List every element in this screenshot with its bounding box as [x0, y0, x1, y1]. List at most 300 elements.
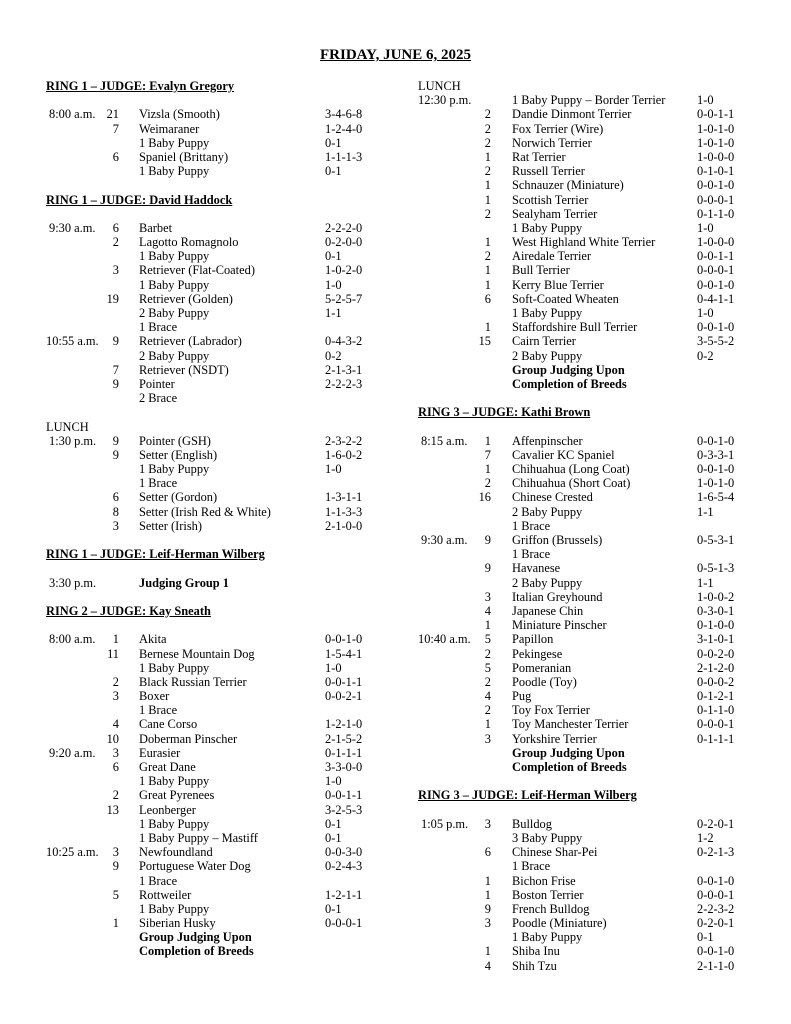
breed-name: 1 Baby Puppy	[139, 277, 210, 292]
entry-breakdown: 0-2	[325, 348, 342, 363]
entry-breakdown: 0-0-0-1	[325, 916, 363, 931]
entry-breakdown: 1-2	[697, 830, 714, 845]
schedule-row	[46, 916, 363, 931]
entry-count: 1	[484, 944, 491, 959]
breed-name: Bernese Mountain Dog	[139, 646, 255, 661]
breed-name: Griffon (Brussels)	[512, 533, 603, 547]
entry-breakdown: 0-0-0-1	[697, 192, 735, 207]
breed-name: Staffordshire Bull Terrier	[512, 320, 638, 335]
schedule-row	[418, 149, 735, 164]
schedule-row	[46, 717, 363, 732]
schedule-row	[46, 745, 363, 760]
entry-breakdown: 0-5-1-3	[697, 561, 735, 576]
breed-name: Poodle (Miniature)	[512, 916, 607, 931]
schedule-row	[418, 462, 735, 477]
schedule-row	[46, 802, 363, 817]
entry-count: 9	[112, 334, 119, 349]
time-cell: 1:30 p.m.	[49, 433, 97, 448]
breed-name: Norwich Terrier	[512, 135, 592, 150]
schedule-row	[418, 192, 735, 207]
schedule-row	[418, 348, 714, 363]
schedule-row	[46, 107, 363, 122]
breed-name: Retriever (Labrador)	[139, 334, 242, 349]
entry-count: 1	[484, 192, 491, 207]
entry-breakdown: 2-1-5-2	[325, 731, 363, 746]
entry-breakdown: 1-0-2-0	[325, 263, 363, 278]
breed-name: Setter (English)	[139, 447, 218, 462]
breed-name: Chihuahua (Short Coat)	[512, 476, 631, 491]
entry-breakdown: 1-0	[697, 306, 714, 320]
breed-name: Italian Greyhound	[512, 589, 603, 604]
schedule-row	[46, 235, 363, 250]
breed-name: Portuguese Water Dog	[139, 859, 251, 874]
entry-count: 7	[112, 121, 119, 136]
entry-count: 7	[484, 447, 491, 462]
entry-breakdown: 1-6-5-4	[697, 490, 735, 505]
ring-judge-heading: RING 2 – JUDGE: Kay Sneath	[46, 603, 211, 618]
entry-breakdown: 0-1-1-0	[697, 206, 735, 221]
entry-breakdown: 0-0-1-0	[697, 277, 735, 292]
entry-count: 2	[484, 646, 491, 661]
schedule-row	[46, 901, 342, 916]
ring-judge-heading: RING 1 – JUDGE: Evalyn Gregory	[46, 79, 235, 93]
entry-breakdown: 1-5-4-1	[325, 646, 363, 661]
entry-count: 2	[484, 107, 491, 122]
entry-breakdown: 2-1-3-1	[325, 362, 363, 377]
entry-count: 5	[484, 632, 491, 647]
entry-breakdown: 1-0-1-0	[697, 121, 735, 136]
entry-breakdown: 2-2-2-0	[325, 220, 363, 235]
entry-count: 3	[112, 518, 119, 533]
breed-name: 1 Baby Puppy	[139, 462, 210, 477]
breed-name: Setter (Irish Red & White)	[139, 504, 271, 519]
ring-judge-heading: RING 1 – JUDGE: David Haddock	[46, 192, 233, 207]
breed-name: Dandie Dinmont Terrier	[512, 107, 632, 122]
schedule-row	[46, 277, 342, 292]
entry-breakdown: 0-4-3-2	[325, 334, 363, 349]
entry-breakdown: 0-0-3-0	[325, 845, 363, 860]
entry-breakdown: 0-1	[325, 164, 342, 179]
schedule-row	[46, 887, 363, 902]
breed-name: Japanese Chin	[512, 603, 584, 618]
entry-breakdown: 0-1	[325, 901, 342, 916]
schedule-row	[418, 178, 735, 193]
entry-breakdown: 1-0-1-0	[697, 135, 735, 150]
entry-count: 2	[484, 206, 491, 221]
schedule-row	[46, 788, 363, 803]
breed-name: 1 Brace	[139, 873, 178, 888]
breed-name: Bulldog	[512, 816, 552, 831]
schedule-row	[418, 533, 735, 547]
breed-name: Sealyham Terrier	[512, 206, 598, 221]
spacer	[46, 618, 265, 632]
breed-name: Eurasier	[139, 745, 181, 760]
schedule-row	[418, 277, 735, 292]
breed-name: Completion of Breeds	[512, 376, 627, 391]
schedule-row	[418, 632, 735, 647]
entry-count: 2	[484, 249, 491, 264]
schedule-row	[418, 93, 714, 108]
entry-breakdown: 1-1	[325, 306, 342, 320]
schedule-row	[46, 263, 363, 278]
breed-name: Yorkshire Terrier	[512, 731, 597, 746]
breed-name: Lagotto Romagnolo	[139, 235, 239, 250]
schedule-row	[46, 447, 363, 462]
entry-count: 9	[484, 561, 491, 576]
entry-breakdown: 0-1-0-1	[697, 164, 735, 179]
breed-name: Completion of Breeds	[512, 760, 627, 774]
schedule-row	[418, 603, 735, 618]
schedule-row	[46, 760, 363, 774]
entry-count: 15	[478, 334, 491, 349]
entry-count: 1	[484, 462, 491, 477]
schedule-row	[418, 433, 735, 448]
spacer	[418, 391, 637, 405]
entry-count: 9	[484, 533, 491, 547]
entry-breakdown: 0-0-1-0	[697, 433, 735, 448]
breed-name: Shih Tzu	[512, 958, 557, 973]
breed-name: Akita	[139, 632, 167, 647]
entry-count: 3	[484, 731, 491, 746]
entry-breakdown: 0-1-2-1	[697, 689, 735, 704]
breed-name: 1 Baby Puppy	[139, 135, 210, 150]
breed-name: Chihuahua (Long Coat)	[512, 462, 630, 477]
breed-name: Great Dane	[139, 760, 196, 774]
breed-name: Soft-Coated Wheaten	[512, 291, 619, 306]
breed-name: Pug	[512, 689, 532, 704]
entry-breakdown: 1-0	[325, 462, 342, 477]
time-cell: 10:55 a.m.	[46, 334, 99, 349]
entry-breakdown: 0-4-1-1	[697, 291, 735, 306]
entry-count: 2	[112, 788, 119, 803]
breed-name: 1 Brace	[512, 518, 551, 533]
spacer	[46, 405, 265, 419]
entry-count: 1	[484, 320, 491, 335]
schedule-row	[418, 547, 637, 561]
schedule-row	[418, 334, 735, 349]
breed-name: 2 Baby Puppy	[512, 504, 583, 519]
entry-breakdown: 2-2-2-3	[325, 376, 363, 391]
schedule-row	[418, 206, 735, 221]
entry-count: 3	[112, 263, 119, 278]
breed-name: Weimaraner	[139, 121, 200, 136]
entry-count: 6	[112, 149, 119, 164]
schedule-row	[418, 660, 735, 675]
schedule-row	[418, 263, 735, 278]
entry-breakdown: 0-2-1-3	[697, 845, 735, 860]
schedule-row	[46, 859, 363, 874]
schedule-row	[46, 944, 265, 958]
schedule-row	[46, 362, 363, 377]
entry-breakdown: 0-0-1-0	[697, 944, 735, 959]
breed-name: Doberman Pinscher	[139, 731, 238, 746]
entry-breakdown: 1-0-0-2	[697, 589, 735, 604]
spacer	[418, 420, 637, 434]
entry-count: 9	[112, 447, 119, 462]
entry-breakdown: 3-1-0-1	[697, 632, 735, 647]
schedule-row	[418, 746, 637, 760]
right-column	[418, 79, 735, 973]
schedule-row	[418, 703, 735, 718]
breed-name: Judging Group 1	[139, 575, 229, 590]
schedule-row	[418, 731, 735, 746]
entry-breakdown: 0-0-0-1	[697, 717, 735, 732]
entry-count: 3	[484, 916, 491, 931]
entry-count: 1	[484, 149, 491, 164]
breed-name: 1 Baby Puppy	[139, 774, 210, 789]
entry-breakdown: 0-0-1-0	[325, 632, 363, 647]
breed-name: Airedale Terrier	[512, 249, 592, 264]
entry-count: 2	[484, 476, 491, 491]
entry-breakdown: 0-0-1-0	[697, 462, 735, 477]
breed-name: 1 Baby Puppy	[139, 164, 210, 179]
entry-breakdown: 5-2-5-7	[325, 291, 363, 306]
time-cell: 8:00 a.m.	[49, 632, 96, 647]
schedule-row	[46, 689, 363, 704]
schedule-row	[418, 816, 735, 831]
entry-count: 4	[484, 958, 491, 973]
spacer	[46, 93, 265, 107]
breed-name: Havanese	[512, 561, 561, 576]
breed-name: Scottish Terrier	[512, 192, 589, 207]
breed-name: Setter (Gordon)	[139, 490, 218, 505]
schedule-row	[46, 306, 342, 320]
schedule-row	[418, 830, 714, 845]
entry-breakdown: 1-1-3-3	[325, 504, 363, 519]
schedule-row	[46, 164, 342, 179]
breed-name: Bichon Frise	[512, 873, 576, 888]
schedule-row	[418, 164, 735, 179]
entry-count: 9	[112, 433, 119, 448]
breed-name: Cavalier KC Spaniel	[512, 447, 615, 462]
breed-name: Great Pyrenees	[139, 788, 215, 803]
spacer	[46, 561, 265, 575]
breed-name: 2 Brace	[139, 391, 178, 406]
entry-breakdown: 0-5-3-1	[697, 533, 735, 547]
entry-count: 6	[112, 760, 119, 774]
schedule-row	[46, 874, 265, 888]
entry-breakdown: 1-1-1-3	[325, 149, 363, 164]
schedule-row	[46, 845, 363, 860]
breed-name: Chinese Crested	[512, 490, 593, 505]
entry-count: 1	[484, 887, 491, 902]
schedule-row	[46, 291, 363, 306]
entry-breakdown: 0-2-0-0	[325, 235, 363, 250]
schedule-row	[46, 490, 363, 505]
entry-breakdown: 0-0-1-0	[697, 873, 735, 888]
entry-breakdown: 0-1-1-0	[697, 703, 735, 718]
entry-breakdown: 0-3-0-1	[697, 603, 735, 618]
breed-name: Rat Terrier	[512, 149, 566, 164]
schedule-row	[46, 433, 363, 448]
breed-name: Group Judging Upon	[139, 930, 252, 945]
entry-count: 19	[106, 291, 119, 306]
lunch-label: LUNCH	[418, 79, 461, 93]
breed-name: French Bulldog	[512, 901, 590, 916]
entry-count: 2	[112, 674, 119, 689]
breed-name: Retriever (Flat-Coated)	[139, 263, 255, 278]
breed-name: Chinese Shar-Pei	[512, 845, 598, 860]
breed-name: Shiba Inu	[512, 944, 560, 959]
schedule-row	[418, 760, 637, 774]
breed-name: 1 Baby Puppy	[139, 249, 210, 264]
breed-name: Pointer	[139, 376, 175, 391]
entry-breakdown: 1-0	[697, 93, 714, 108]
spacer	[46, 207, 265, 221]
schedule-row	[46, 576, 265, 590]
breed-name: 2 Baby Puppy	[512, 575, 583, 590]
schedule-row	[46, 774, 342, 789]
entry-count: 3	[112, 745, 119, 760]
spacer	[418, 803, 637, 817]
breed-name: 1 Baby Puppy – Mastiff	[139, 830, 258, 845]
breed-name: 1 Baby Puppy	[139, 660, 210, 675]
entry-count: 5	[112, 887, 119, 902]
entry-breakdown: 2-3-2-2	[325, 433, 363, 448]
entry-count: 3	[112, 689, 119, 704]
entry-breakdown: 2-1-2-0	[697, 660, 735, 675]
entry-count: 4	[484, 689, 491, 704]
entry-count: 4	[484, 603, 491, 618]
schedule-row	[418, 859, 637, 873]
breed-name: Miniature Pinscher	[512, 618, 607, 633]
schedule-row	[46, 334, 363, 349]
spacer	[418, 774, 637, 788]
entry-breakdown: 0-0-1-1	[697, 249, 735, 264]
ring-judge-heading: RING 3 – JUDGE: Kathi Brown	[418, 405, 591, 420]
entry-breakdown: 0-2-0-1	[697, 916, 735, 931]
breed-name: Fox Terrier (Wire)	[512, 121, 604, 136]
schedule-row	[46, 476, 265, 490]
schedule-row	[418, 235, 735, 250]
schedule-row	[418, 291, 735, 306]
schedule-row	[46, 391, 265, 405]
schedule-row	[418, 476, 735, 491]
entry-count: 2	[112, 235, 119, 250]
entry-breakdown: 0-1-0-0	[697, 618, 735, 633]
breed-name: Retriever (Golden)	[139, 291, 233, 306]
time-cell: 9:30 a.m.	[421, 533, 468, 547]
entry-breakdown: 2-1-1-0	[697, 958, 735, 973]
breed-name: Leonberger	[139, 802, 196, 817]
entry-breakdown: 0-1	[325, 830, 342, 845]
entry-count: 21	[106, 107, 119, 122]
schedule-row	[46, 121, 363, 136]
schedule-row	[46, 249, 342, 264]
schedule-row	[418, 575, 714, 590]
breed-name: Boston Terrier	[512, 887, 584, 902]
breed-name: Poodle (Toy)	[512, 674, 577, 689]
schedule-row	[46, 348, 342, 363]
entry-breakdown: 0-1	[697, 930, 714, 945]
schedule-row	[418, 220, 714, 235]
time-cell: 9:20 a.m.	[49, 745, 96, 760]
entry-breakdown: 1-0	[325, 774, 342, 789]
breed-name: Boxer	[139, 689, 170, 704]
schedule-row	[418, 944, 735, 959]
schedule-row	[46, 504, 363, 519]
breed-name: Completion of Breeds	[139, 944, 254, 959]
entry-breakdown: 0-0-0-1	[697, 263, 735, 278]
schedule-row	[418, 377, 637, 391]
entry-breakdown: 1-0-0-0	[697, 149, 735, 164]
schedule-row	[418, 320, 735, 335]
breed-name: Newfoundland	[139, 845, 213, 860]
schedule-row	[418, 873, 735, 888]
time-cell: 10:40 a.m.	[418, 632, 471, 647]
schedule-row	[418, 618, 735, 633]
entry-breakdown: 1-0	[325, 277, 342, 292]
entry-breakdown: 1-0-1-0	[697, 476, 735, 491]
schedule-row	[418, 887, 735, 902]
time-cell: 12:30 p.m.	[418, 93, 472, 108]
schedule-row	[418, 249, 735, 264]
schedule-row	[46, 376, 363, 391]
entry-breakdown: 0-2-4-3	[325, 859, 363, 874]
entry-breakdown: 0-0-1-1	[697, 107, 735, 122]
schedule-row	[46, 320, 265, 334]
breed-name: 1 Brace	[139, 703, 178, 718]
schedule-row	[418, 674, 735, 689]
schedule-row	[418, 504, 714, 519]
entry-count: 4	[112, 717, 119, 732]
breed-name: 2 Baby Puppy	[139, 348, 210, 363]
breed-name: 1 Brace	[512, 859, 551, 874]
schedule-row	[418, 646, 735, 661]
breed-name: Retriever (NSDT)	[139, 362, 229, 377]
entry-breakdown: 1-1	[697, 504, 714, 519]
breed-name: Kerry Blue Terrier	[512, 277, 604, 292]
time-cell: 9:30 a.m.	[49, 220, 96, 235]
breed-name: Spaniel (Brittany)	[139, 149, 229, 164]
schedule-row	[46, 731, 363, 746]
breed-name: Setter (Irish)	[139, 518, 202, 533]
entry-count: 3	[484, 589, 491, 604]
entry-breakdown: 3-4-6-8	[325, 107, 363, 122]
schedule-row	[46, 816, 342, 831]
schedule-row	[46, 518, 363, 533]
breed-name: Papillon	[512, 632, 554, 647]
breed-name: Pomeranian	[512, 660, 572, 675]
entry-count: 2	[484, 164, 491, 179]
entry-breakdown: 1-6-0-2	[325, 447, 363, 462]
entry-breakdown: 0-1	[325, 816, 342, 831]
schedule-row	[418, 717, 735, 732]
breed-name: Siberian Husky	[139, 916, 216, 931]
breed-name: West Highland White Terrier	[512, 235, 656, 250]
entry-count: 16	[478, 490, 491, 505]
entry-count: 9	[112, 376, 119, 391]
schedule-row	[418, 916, 735, 931]
breed-name: Bull Terrier	[512, 263, 570, 278]
entry-breakdown: 0-1-1-1	[325, 745, 363, 760]
lunch-label: LUNCH	[46, 419, 89, 434]
entry-breakdown: 0-0-1-0	[697, 320, 735, 335]
entry-breakdown: 0-0-1-1	[325, 674, 363, 689]
entry-count: 1	[484, 717, 491, 732]
schedule-row	[418, 958, 735, 973]
entry-count: 2	[484, 674, 491, 689]
schedule-row	[418, 121, 735, 136]
entry-breakdown: 0-0-2-0	[697, 646, 735, 661]
spacer	[46, 533, 265, 547]
breed-name: Vizsla (Smooth)	[139, 107, 220, 122]
entry-breakdown: 0-0-1-1	[325, 788, 363, 803]
entry-count: 2	[484, 135, 491, 150]
entry-count: 10	[106, 731, 119, 746]
breed-name: 1 Brace	[512, 547, 551, 562]
entry-count: 7	[112, 362, 119, 377]
